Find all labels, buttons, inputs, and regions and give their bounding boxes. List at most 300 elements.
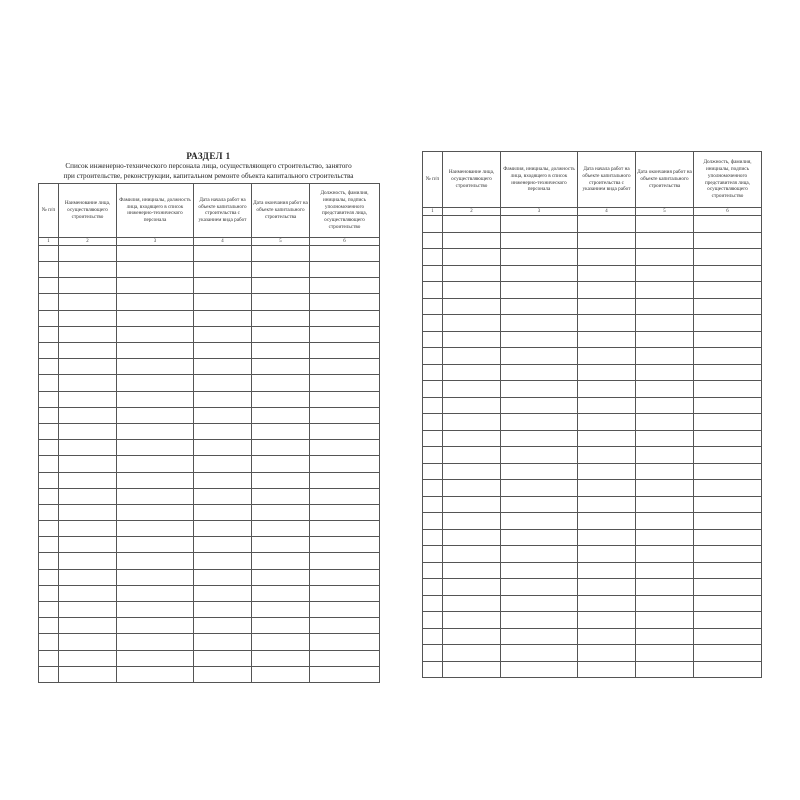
table-cell <box>694 397 762 414</box>
table-cell <box>636 562 694 579</box>
table-cell <box>501 595 578 612</box>
table-cell <box>578 232 636 249</box>
table-cell <box>59 553 117 569</box>
table-cell <box>443 232 501 249</box>
table-cell <box>39 262 59 278</box>
table-cell <box>423 414 443 431</box>
table-cell <box>636 315 694 332</box>
column-number-5: 5 <box>252 237 310 245</box>
table-cell <box>39 634 59 650</box>
table-cell <box>117 602 194 618</box>
table-row <box>423 397 762 414</box>
table-cell <box>423 430 443 447</box>
table-cell <box>694 645 762 662</box>
table-cell <box>578 282 636 299</box>
table-cell <box>443 496 501 513</box>
table-cell <box>59 391 117 407</box>
table-cell <box>501 216 578 233</box>
table-cell <box>252 245 310 261</box>
table-cell <box>636 513 694 530</box>
table-row <box>39 262 380 278</box>
table-row <box>423 562 762 579</box>
table-cell <box>423 480 443 497</box>
table-cell <box>578 348 636 365</box>
table-cell <box>636 595 694 612</box>
table-row <box>39 537 380 553</box>
table-cell <box>694 595 762 612</box>
personnel-table-right <box>422 151 762 678</box>
table-cell <box>636 282 694 299</box>
table-cell <box>117 343 194 359</box>
table-cell <box>443 513 501 530</box>
table-cell <box>252 262 310 278</box>
table-cell <box>443 381 501 398</box>
table-cell <box>252 456 310 472</box>
table-cell <box>39 666 59 682</box>
table-cell <box>117 618 194 634</box>
column-number-3: 3 <box>117 237 194 245</box>
table-cell <box>59 504 117 520</box>
table-cell <box>636 529 694 546</box>
table-row <box>39 618 380 634</box>
table-cell <box>423 645 443 662</box>
table-cell <box>443 595 501 612</box>
table-cell <box>694 348 762 365</box>
table-cell <box>59 634 117 650</box>
table-cell <box>310 343 380 359</box>
section-description-line-2: при строительстве, реконструкции, капитальном ремонте объекта капитального строительства <box>63 171 354 180</box>
table-cell <box>501 661 578 678</box>
table-cell <box>423 331 443 348</box>
table-cell <box>39 359 59 375</box>
table-cell <box>578 397 636 414</box>
table-cell <box>252 488 310 504</box>
table-cell <box>694 216 762 233</box>
table-cell <box>694 232 762 249</box>
table-cell <box>636 331 694 348</box>
header-representative-signature: Должность, фамилия, инициалы, подпись уполномоченного представителя лица, осуществляющего строительство <box>310 183 380 237</box>
table-cell <box>501 480 578 497</box>
header-organization-name: Наименование лица, осуществляющего строительство <box>443 152 501 208</box>
table-cell <box>117 521 194 537</box>
table-cell <box>310 310 380 326</box>
table-row <box>423 348 762 365</box>
table-cell <box>578 645 636 662</box>
table-cell <box>194 602 252 618</box>
table-cell <box>443 546 501 563</box>
table-cell <box>194 666 252 682</box>
table-row <box>423 298 762 315</box>
table-cell <box>423 463 443 480</box>
table-cell <box>194 521 252 537</box>
header-start-date: Дата начала работ на объекте капитального строительства с указанием вида работ <box>194 183 252 237</box>
table-cell <box>194 375 252 391</box>
table-cell <box>694 496 762 513</box>
table-cell <box>578 529 636 546</box>
table-cell <box>252 650 310 666</box>
table-cell <box>194 245 252 261</box>
table-cell <box>443 612 501 629</box>
table-cell <box>194 343 252 359</box>
table-cell <box>59 650 117 666</box>
table-cell <box>578 661 636 678</box>
table-cell <box>423 529 443 546</box>
table-cell <box>694 562 762 579</box>
table-cell <box>310 472 380 488</box>
table-cell <box>578 364 636 381</box>
table-cell <box>59 602 117 618</box>
table-cell <box>117 245 194 261</box>
table-row <box>39 245 380 261</box>
table-cell <box>310 618 380 634</box>
table-row <box>39 569 380 585</box>
table-cell <box>310 326 380 342</box>
table-cell <box>636 216 694 233</box>
table-row <box>423 414 762 431</box>
table-cell <box>423 397 443 414</box>
table-cell <box>194 618 252 634</box>
table-cell <box>194 391 252 407</box>
left-page <box>38 151 379 683</box>
table-cell <box>694 265 762 282</box>
table-cell <box>39 310 59 326</box>
table-cell <box>194 423 252 439</box>
table-cell <box>443 463 501 480</box>
table-cell <box>117 456 194 472</box>
table-cell <box>310 553 380 569</box>
table-cell <box>117 634 194 650</box>
table-cell <box>443 282 501 299</box>
table-cell <box>39 537 59 553</box>
table-cell <box>117 359 194 375</box>
table-cell <box>636 364 694 381</box>
table-row <box>39 359 380 375</box>
table-row <box>39 343 380 359</box>
table-cell <box>117 537 194 553</box>
header-end-date: Дата окончания работ на объекте капитального строительства <box>252 183 310 237</box>
table-cell <box>59 618 117 634</box>
table-row <box>39 278 380 294</box>
table-cell <box>443 331 501 348</box>
section-description-line-1: Список инженерно-технического персонала лица, осуществляющего строительство, занятого <box>65 162 352 171</box>
table-cell <box>310 521 380 537</box>
table-cell <box>194 278 252 294</box>
table-cell <box>501 496 578 513</box>
table-cell <box>194 650 252 666</box>
table-row <box>39 553 380 569</box>
table-cell <box>194 504 252 520</box>
table-cell <box>423 447 443 464</box>
table-cell <box>310 407 380 423</box>
table-cell <box>39 585 59 601</box>
table-cell <box>501 265 578 282</box>
table-cell <box>39 504 59 520</box>
table-cell <box>252 602 310 618</box>
header-number: № п/п <box>39 183 59 237</box>
table-cell <box>59 359 117 375</box>
table-cell <box>59 407 117 423</box>
table-cell <box>578 315 636 332</box>
table-cell <box>501 579 578 596</box>
table-cell <box>39 456 59 472</box>
table-row <box>423 513 762 530</box>
table-cell <box>423 628 443 645</box>
table-cell <box>59 310 117 326</box>
table-row <box>423 249 762 266</box>
table-cell <box>578 546 636 563</box>
table-row <box>423 232 762 249</box>
table-row <box>39 391 380 407</box>
header-end-date: Дата окончания работ на объекте капитального строительства <box>636 152 694 208</box>
table-cell <box>117 326 194 342</box>
table-cell <box>59 245 117 261</box>
table-cell <box>694 513 762 530</box>
table-cell <box>578 562 636 579</box>
table-cell <box>694 364 762 381</box>
table-cell <box>694 529 762 546</box>
table-cell <box>636 249 694 266</box>
table-cell <box>694 249 762 266</box>
table-cell <box>636 397 694 414</box>
table-row <box>39 488 380 504</box>
table-row <box>423 381 762 398</box>
table-cell <box>578 480 636 497</box>
table-cell <box>194 585 252 601</box>
table-cell <box>252 310 310 326</box>
table-cell <box>578 265 636 282</box>
table-cell <box>578 447 636 464</box>
table-cell <box>578 216 636 233</box>
table-cell <box>310 440 380 456</box>
table-cell <box>423 232 443 249</box>
table-row <box>39 521 380 537</box>
table-cell <box>636 579 694 596</box>
table-cell <box>423 364 443 381</box>
header-organization-name: Наименование лица, осуществляющего строительство <box>59 183 117 237</box>
table-cell <box>310 262 380 278</box>
table-body <box>39 245 380 682</box>
table-cell <box>117 294 194 310</box>
column-number-4: 4 <box>578 208 636 216</box>
table-cell <box>636 381 694 398</box>
table-cell <box>252 391 310 407</box>
table-cell <box>578 595 636 612</box>
table-cell <box>39 423 59 439</box>
column-number-5: 5 <box>636 208 694 216</box>
table-cell <box>194 310 252 326</box>
table-cell <box>636 232 694 249</box>
table-cell <box>59 326 117 342</box>
table-cell <box>194 488 252 504</box>
personnel-table-left <box>38 183 380 683</box>
table-cell <box>578 513 636 530</box>
table-cell <box>117 423 194 439</box>
table-cell <box>39 521 59 537</box>
table-cell <box>636 661 694 678</box>
table-row <box>423 579 762 596</box>
table-cell <box>636 546 694 563</box>
table-row <box>423 628 762 645</box>
table-cell <box>423 216 443 233</box>
table-cell <box>117 278 194 294</box>
table-cell <box>252 666 310 682</box>
table-cell <box>59 521 117 537</box>
table-cell <box>310 569 380 585</box>
header-person-name: Фамилия, инициалы, должность лица, входящего в список инженерно-технического персонала <box>117 183 194 237</box>
table-cell <box>59 666 117 682</box>
table-row <box>423 315 762 332</box>
table-cell <box>310 375 380 391</box>
table-cell <box>443 249 501 266</box>
column-number-6: 6 <box>694 208 762 216</box>
table-row <box>423 463 762 480</box>
table-cell <box>694 480 762 497</box>
table-cell <box>443 430 501 447</box>
header-number: № п/п <box>423 152 443 208</box>
table-cell <box>501 414 578 431</box>
table-cell <box>443 645 501 662</box>
table-cell <box>694 298 762 315</box>
table-cell <box>59 537 117 553</box>
table-cell <box>252 359 310 375</box>
table-cell <box>310 456 380 472</box>
column-number-1: 1 <box>423 208 443 216</box>
table-body <box>423 216 762 678</box>
table-cell <box>252 537 310 553</box>
table-cell <box>39 278 59 294</box>
table-row <box>423 480 762 497</box>
table-cell <box>310 294 380 310</box>
table-cell <box>694 661 762 678</box>
table-cell <box>423 282 443 299</box>
table-cell <box>636 298 694 315</box>
table-cell <box>117 585 194 601</box>
table-cell <box>310 391 380 407</box>
table-row <box>39 666 380 682</box>
table-row <box>39 456 380 472</box>
table-cell <box>443 348 501 365</box>
table-cell <box>252 521 310 537</box>
table-row <box>39 504 380 520</box>
table-cell <box>252 618 310 634</box>
table-cell <box>252 504 310 520</box>
table-cell <box>578 331 636 348</box>
table-cell <box>501 513 578 530</box>
table-row <box>423 496 762 513</box>
table-cell <box>310 650 380 666</box>
table-row <box>39 407 380 423</box>
table-cell <box>194 359 252 375</box>
table-cell <box>501 315 578 332</box>
column-number-4: 4 <box>194 237 252 245</box>
table-row <box>39 294 380 310</box>
table-cell <box>194 553 252 569</box>
table-cell <box>39 472 59 488</box>
table-cell <box>117 407 194 423</box>
table-cell <box>423 612 443 629</box>
table-cell <box>443 397 501 414</box>
table-row <box>423 265 762 282</box>
table-row <box>423 364 762 381</box>
table-cell <box>59 278 117 294</box>
table-cell <box>443 315 501 332</box>
table-row <box>39 440 380 456</box>
table-row <box>39 602 380 618</box>
table-cell <box>39 602 59 618</box>
header-person-name: Фамилия, инициалы, должность лица, входящего в список инженерно-технического персонала <box>501 152 578 208</box>
table-cell <box>310 666 380 682</box>
table-row <box>423 612 762 629</box>
table-cell <box>310 537 380 553</box>
table-cell <box>501 397 578 414</box>
table-row <box>39 472 380 488</box>
table-cell <box>443 562 501 579</box>
table-cell <box>310 488 380 504</box>
table-row <box>423 430 762 447</box>
table-cell <box>443 364 501 381</box>
table-cell <box>194 294 252 310</box>
table-cell <box>501 364 578 381</box>
table-cell <box>252 553 310 569</box>
table-cell <box>501 381 578 398</box>
table-cell <box>194 537 252 553</box>
table-cell <box>59 488 117 504</box>
table-cell <box>39 407 59 423</box>
table-cell <box>39 618 59 634</box>
column-number-2: 2 <box>443 208 501 216</box>
table-row <box>423 447 762 464</box>
table-cell <box>578 298 636 315</box>
table-cell <box>310 634 380 650</box>
table-cell <box>694 331 762 348</box>
table-cell <box>59 585 117 601</box>
table-row <box>39 650 380 666</box>
table-cell <box>578 463 636 480</box>
table-cell <box>117 553 194 569</box>
table-row <box>39 326 380 342</box>
table-cell <box>636 480 694 497</box>
table-cell <box>194 472 252 488</box>
header-representative-signature: Должность, фамилия, инициалы, подпись уполномоченного представителя лица, осуществляющего строительство <box>694 152 762 208</box>
table-cell <box>252 278 310 294</box>
table-cell <box>501 282 578 299</box>
table-cell <box>252 440 310 456</box>
table-cell <box>117 666 194 682</box>
table-cell <box>39 650 59 666</box>
table-cell <box>501 463 578 480</box>
table-cell <box>578 430 636 447</box>
table-cell <box>252 407 310 423</box>
table-cell <box>423 546 443 563</box>
table-cell <box>310 504 380 520</box>
table-row <box>39 310 380 326</box>
table-cell <box>252 294 310 310</box>
table-cell <box>636 447 694 464</box>
table-cell <box>636 612 694 629</box>
table-cell <box>39 391 59 407</box>
table-cell <box>501 232 578 249</box>
table-cell <box>252 634 310 650</box>
table-cell <box>443 447 501 464</box>
table-cell <box>501 298 578 315</box>
table-cell <box>636 265 694 282</box>
table-cell <box>59 472 117 488</box>
table-cell <box>310 602 380 618</box>
table-cell <box>578 414 636 431</box>
table-cell <box>694 414 762 431</box>
table-cell <box>310 423 380 439</box>
table-cell <box>59 569 117 585</box>
